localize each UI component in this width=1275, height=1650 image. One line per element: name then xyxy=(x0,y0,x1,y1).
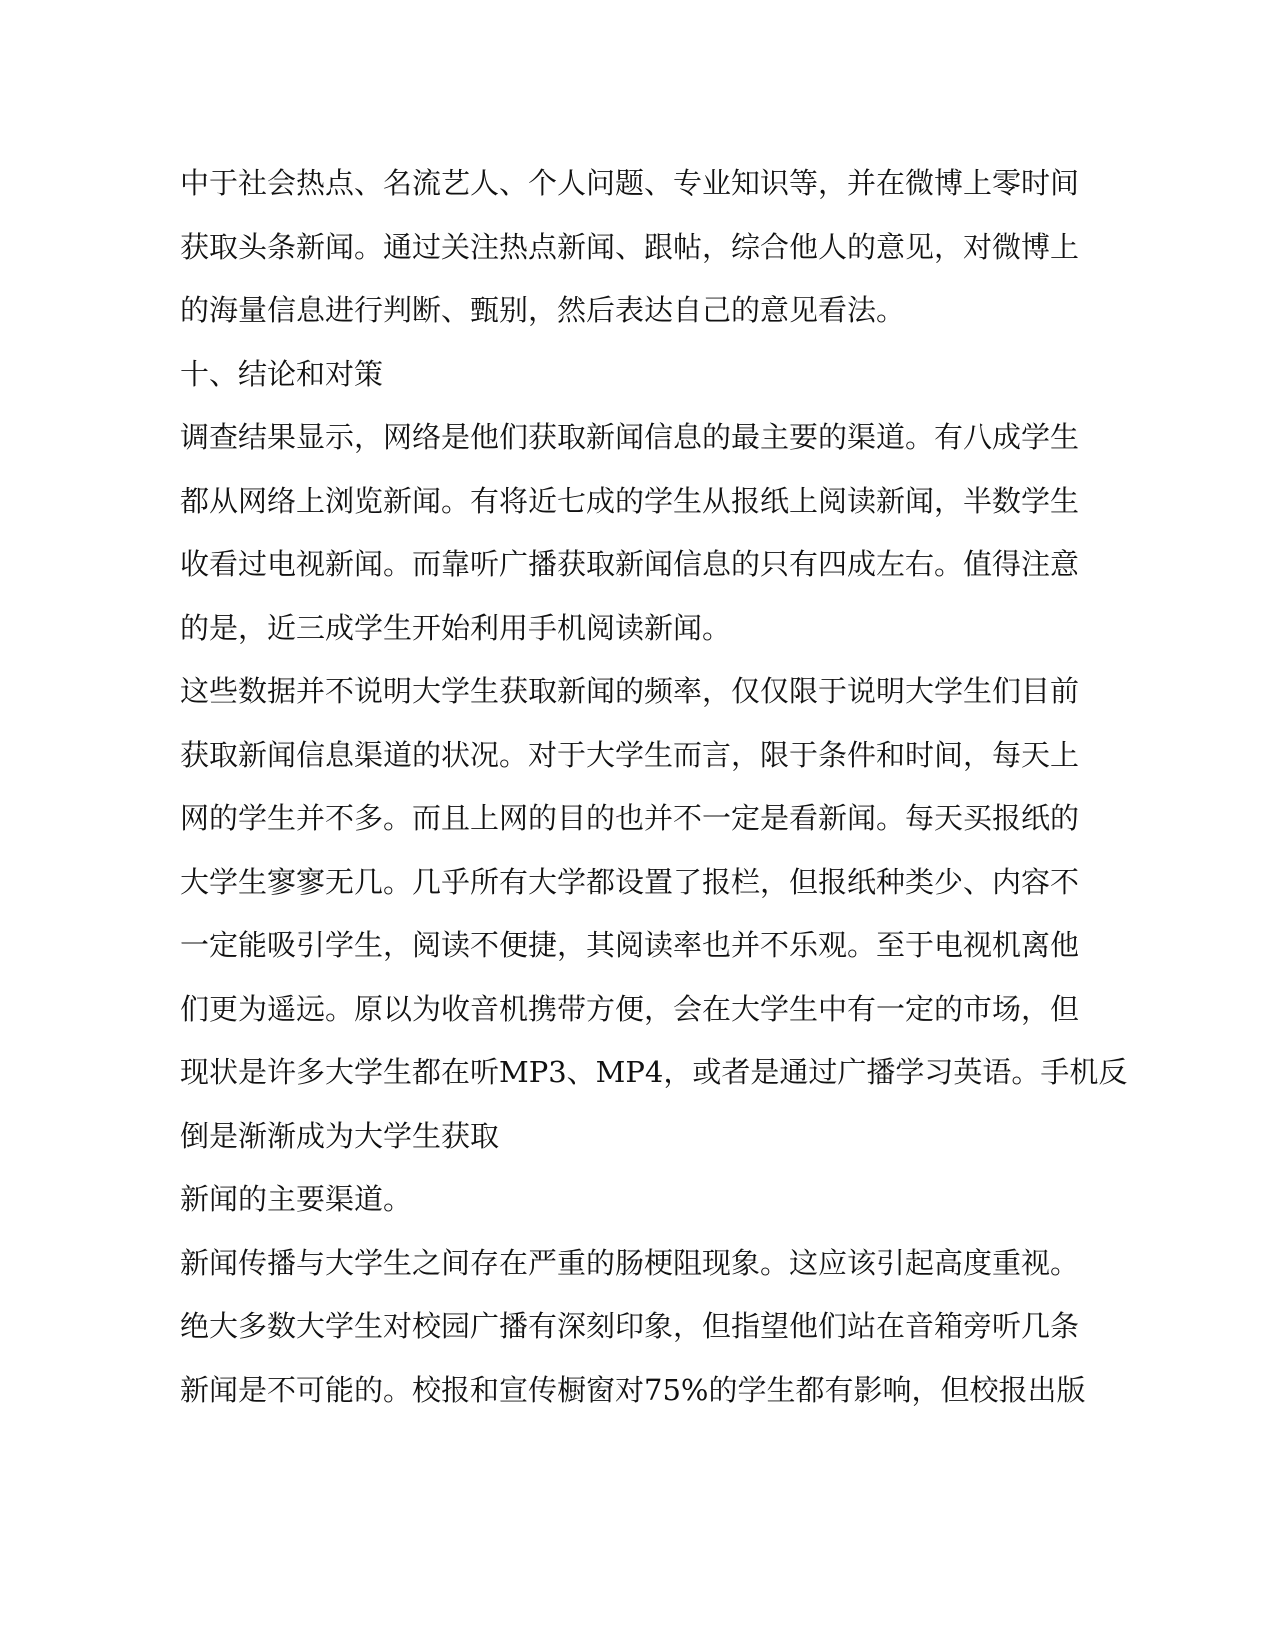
text-line: 网的学生并不多。而且上网的目的也并不一定是看新闻。每天买报纸的 xyxy=(180,801,1080,835)
text-line: 们更为遥远。原以为收音机携带方便，会在大学生中有一定的市场，但 xyxy=(180,991,1080,1026)
text-line: 绝大多数大学生对校园广播有深刻印象，但指望他们站在音箱旁听几条 xyxy=(180,1309,1080,1343)
text-line: 一定能吸引学生，阅读不便捷，其阅读率也并不乐观。至于电视机离他 xyxy=(180,928,1080,962)
text-line: 获取新闻信息渠道的状况。对于大学生而言，限于条件和时间，每天上 xyxy=(180,737,1080,772)
section-heading: 十、结论和对策 xyxy=(180,356,384,391)
text-line: 的是，近三成学生开始利用手机阅读新闻。 xyxy=(180,610,732,645)
text-line: 现状是许多大学生都在听MP3、MP4，或者是通过广播学习英语。手机反 xyxy=(180,1055,1128,1089)
text-line: 倒是渐渐成为大学生获取 xyxy=(180,1118,500,1153)
text-line: 调查结果显示，网络是他们获取新闻信息的最主要的渠道。有八成学生 xyxy=(180,420,1080,454)
text-line: 新闻传播与大学生之间存在严重的肠梗阻现象。这应该引起高度重视。 xyxy=(180,1245,1080,1280)
body-text xyxy=(180,163,1128,1433)
text-line: 新闻的主要渠道。 xyxy=(180,1182,413,1216)
text-line: 的海量信息进行判断、甄别，然后表达自己的意见看法。 xyxy=(180,293,906,327)
text-line: 都从网络上浏览新闻。有将近七成的学生从报纸上阅读新闻，半数学生 xyxy=(180,483,1080,518)
text-line: 新闻是不可能的。校报和宣传橱窗对75%的学生都有影响，但校报出版 xyxy=(180,1372,1086,1407)
text-line: 中于社会热点、名流艺人、个人问题、专业知识等，并在微博上零时间 xyxy=(180,166,1080,200)
text-line: 收看过电视新闻。而靠听广播获取新闻信息的只有四成左右。值得注意 xyxy=(180,547,1080,581)
text-line: 这些数据并不说明大学生获取新闻的频率，仅仅限于说明大学生们目前 xyxy=(180,674,1080,708)
text-line: 获取头条新闻。通过关注热点新闻、跟帖，综合他人的意见，对微博上 xyxy=(180,229,1080,264)
text-line: 大学生寥寥无几。几乎所有大学都设置了报栏，但报纸种类少、内容不 xyxy=(180,864,1080,899)
